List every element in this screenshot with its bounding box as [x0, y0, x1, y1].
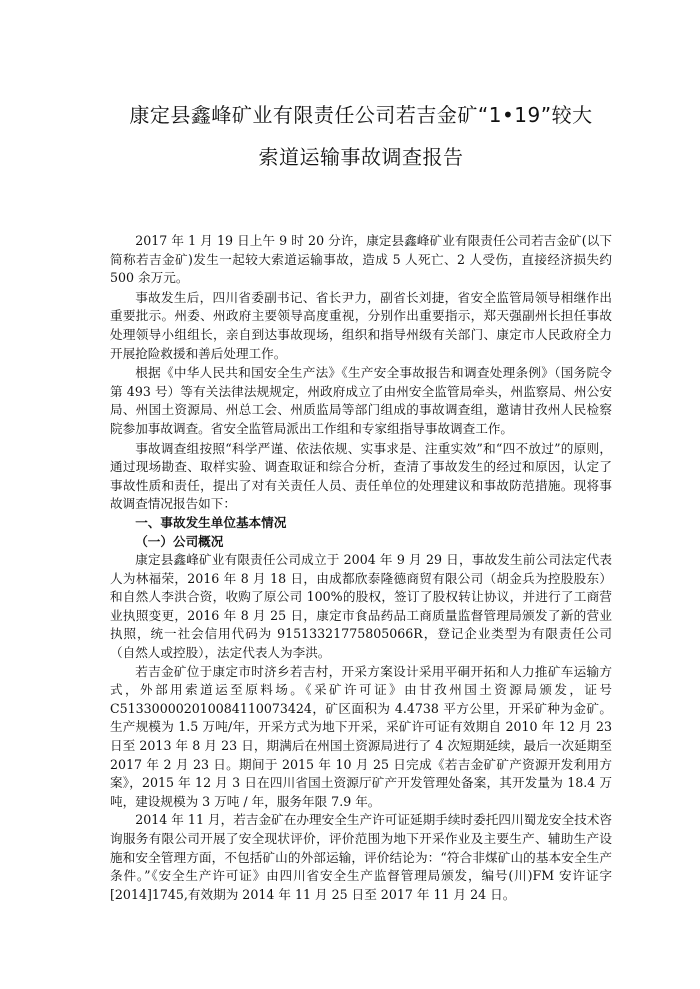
- paragraph-company-overview-3: 2014 年 11 月，若吉金矿在办理安全生产许可证延期手续时委托四川蜀龙安全技术咨询服务有限公司开展了安全现状评价，评价范围为地下开采作业及主要生产、辅助生产设施和安全管理方面，不包括矿山的外部运输，评价结论为：“符合非煤矿山的基本安全生产条件。”《安全生产许可证》由四川省安全生产监督管理局颁发，编号(川)FM 安许证字[2014]1745,有效期为 2014 年 11 月 25 日至 2017 年 11 月 24 日。: [110, 812, 612, 902]
- subsection-heading-1-1: （一）公司概况: [135, 533, 224, 549]
- paragraph-intro-2: 事故发生后，四川省委副书记、省长尹力，副省长刘捷，省安全监管局领导相继作出重要批示。州委、州政府主要领导高度重视，分别作出重要指示，郑天强副州长担任事故处理领导小组组长，亲自到达事故现场，组织和指导州级有关部门、康定市人民政府全力开展抢险救援和善后处理工作。: [110, 289, 612, 361]
- paragraph-company-overview-1: 康定县鑫峰矿业有限责任公司成立于 2004 年 9 月 29 日，事故发生前公司法定代表人为林福荣，2016 年 8 月 18 日，由成都欣泰隆德商贸有限公司（胡金兵为控股股东）和自然人李洪合资，收购了原公司 100%的股权，签订了股权转让协议，并进行了工商营业执照变更，2016 年 8 月 25 日，康定市食品药品工商质量监督管理局颁发了新的营业执照，统一社会信用代码为 91513321775805066R，登记企业类型为有限责任公司（自然人或控股），法定代表人为李洪。: [110, 552, 612, 661]
- document-body: [110, 232, 612, 904]
- document-title: [98, 94, 624, 178]
- title-line-2: 索道运输事故调查报告: [258, 145, 464, 169]
- section-heading-1: 一、事故发生单位基本情况: [135, 514, 287, 530]
- paragraph-intro-1: 2017 年 1 月 19 日上午 9 时 20 分许，康定县鑫峰矿业有限责任公司若吉金矿(以下简称若吉金矿)发生一起较大索道运输事故，造成 5 人死亡、2 人受伤，直接经济损失约 500 余万元。: [110, 233, 612, 286]
- paragraph-intro-4: 事故调查组按照“科学严谨、依法依规、实事求是、注重实效”和“四不放过”的原则，通过现场勘查、取样实验、调查取证和综合分析，查清了事故发生的经过和原因，认定了事故性质和责任，提出了对有关责任人员、责任单位的处理建议和事故防范措施。现将事故调查情况报告如下：: [110, 440, 612, 512]
- title-line-1: 康定县鑫峰矿业有限责任公司若吉金矿“1•19”较大: [129, 103, 593, 127]
- paragraph-company-overview-2: 若吉金矿位于康定市时济乡若吉村，开采方案设计采用平硐开拓和人力推矿车运输方式，外部用索道运至原料场。《采矿许可证》由甘孜州国土资源局颁发，证号 C5133000020100841100734​24，矿区面积为 4.4738 平方公里，开采矿种为金矿。生产规模为 1.5 万吨/年，开采方式为地下开采，采矿许可证有效期自 2010 年 12 月 23 日至 2013 年 8 月 23 日，期满后在州国土资源局进行了 4 次短期延续，最后一次延期至 2017 年 2 月 23 日。期间于 2015 年 10 月 25 日完成《若吉金矿矿产资源开发利用方案》，2015 年 12 月 3 日在四川省国土资源厅矿产开发管理处备案，其开发量为 18.4 万吨，建设规模为 3 万吨 / 年，服务年限 7.9 年。: [110, 663, 612, 809]
- paragraph-intro-3: 根据《中华人民共和国安全生产法》《生产安全事故报告和调查处理条例》（国务院令第 493 号）等有关法律法规规定，州政府成立了由州安全监管局牵头，州监察局、州公安局、州国土资源局、州总工会、州质监局等部门组成的事故调查组，邀请甘孜州人民检察院参加事故调查。省安全监管局派出工作组和专家组指导事故调查工作。: [110, 365, 612, 436]
